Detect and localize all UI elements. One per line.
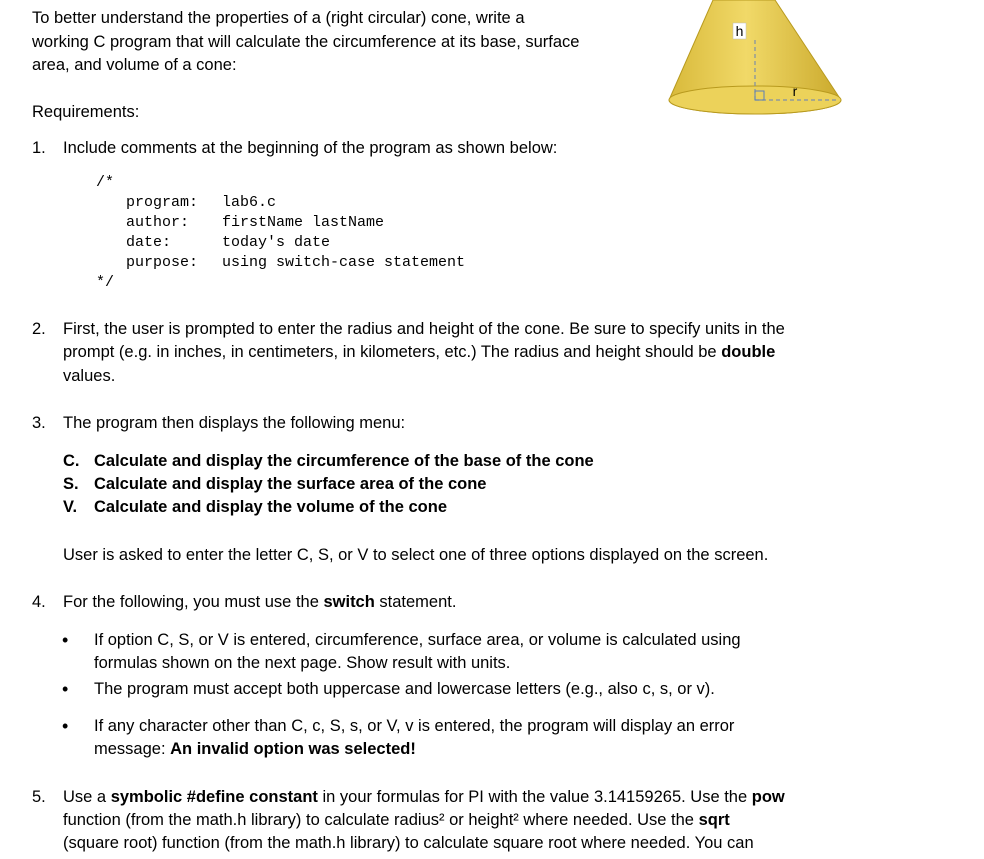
code-comment-open: /* xyxy=(96,174,115,191)
bullet-3-line-2 xyxy=(94,738,416,761)
intro-line-1: To better understand the properties of a (right circular) cone, write a xyxy=(32,9,525,27)
item-5-line-1 xyxy=(63,786,785,809)
item-5-text: Use a xyxy=(63,788,111,806)
item-5-text: in your formulas for PI with the value 3.14159265. Use the xyxy=(317,788,752,806)
item-5-text: function (from the math.h library) to calculate radius² or height² where needed. Use the xyxy=(63,811,699,829)
code-value: firstName lastName xyxy=(222,214,385,231)
bullet-3-marker: • xyxy=(62,716,69,736)
radius-label: r xyxy=(792,83,798,99)
bullet-1-marker: • xyxy=(62,630,69,650)
item-5-bold-sqrt: sqrt xyxy=(698,811,730,829)
bullet-2-text: The program must accept both uppercase and lowercase letters (e.g., also c, s, or v). xyxy=(94,680,715,698)
item-5-bold-pow: pow xyxy=(751,788,785,806)
code-comment-close: */ xyxy=(96,274,115,291)
code-row xyxy=(126,233,330,253)
requirements-heading: Requirements: xyxy=(32,103,140,121)
item-5-number: 5. xyxy=(32,788,46,806)
height-label: h xyxy=(735,23,744,39)
bullet-2-marker: • xyxy=(62,679,69,699)
item-4-text xyxy=(63,591,456,614)
bullet-3-line-1: If any character other than C, c, S, s, or V, v is entered, the program will display an error xyxy=(94,717,735,735)
bullet-3-error-message: An invalid option was selected! xyxy=(170,740,416,758)
item-4-number: 4. xyxy=(32,593,46,611)
item-3-after: User is asked to enter the letter C, S, or V to select one of three options displayed on the screen. xyxy=(63,546,769,564)
intro-line-2: working C program that will calculate the circumference at its base, surface xyxy=(32,33,580,51)
code-row xyxy=(126,193,276,213)
cone-figure xyxy=(655,0,855,120)
code-key: author: xyxy=(126,214,190,231)
item-5-bold-define: symbolic #define constant xyxy=(110,788,318,806)
code-value: today's date xyxy=(222,234,331,251)
code-row xyxy=(126,213,384,233)
item-2-line-2-text: prompt (e.g. in inches, in centimeters, in kilometers, etc.) The radius and height should be xyxy=(63,343,722,361)
bullet-1-line-1: If option C, S, or V is entered, circumference, surface area, or volume is calculated using xyxy=(94,631,741,649)
item-3-number: 3. xyxy=(32,414,46,432)
item-2-number: 2. xyxy=(32,320,46,338)
menu-label-s: Calculate and display the surface area of the cone xyxy=(94,475,487,493)
item-2-line-2 xyxy=(63,341,775,364)
menu-key-s: S. xyxy=(63,475,79,493)
item-2-line-3: values. xyxy=(63,367,116,385)
code-value: lab6.c xyxy=(222,194,277,211)
menu-key-v: V. xyxy=(63,498,78,516)
item-4-post: statement. xyxy=(374,593,457,611)
code-key: date: xyxy=(126,234,172,251)
menu-label-v: Calculate and display the volume of the cone xyxy=(94,498,447,516)
item-5-line-3: (square root) function (from the math.h library) to calculate square root where needed. You can xyxy=(63,834,754,852)
bullet-1-line-2: formulas shown on the next page. Show result with units. xyxy=(94,654,511,672)
code-row xyxy=(126,253,465,273)
item-1-number: 1. xyxy=(32,139,46,157)
menu-key-c: C. xyxy=(63,452,80,470)
bullet-3-message-label: message: xyxy=(94,740,171,758)
item-2-line-1: First, the user is prompted to enter the radius and height of the cone. Be sure to specify units in the xyxy=(63,320,785,338)
item-4-bold-switch: switch xyxy=(323,593,375,611)
item-2-bold-double: double xyxy=(721,343,776,361)
item-4-pre: For the following, you must use the xyxy=(63,593,324,611)
item-3-text: The program then displays the following menu: xyxy=(63,414,406,432)
code-value: using switch-case statement xyxy=(222,254,466,271)
code-key: purpose: xyxy=(126,254,199,271)
code-key: program: xyxy=(126,194,199,211)
menu-label-c: Calculate and display the circumference of the base of the cone xyxy=(94,452,594,470)
intro-line-3: area, and volume of a cone: xyxy=(32,56,237,74)
item-1-text: Include comments at the beginning of the program as shown below: xyxy=(63,139,558,157)
item-5-line-2 xyxy=(63,809,730,832)
